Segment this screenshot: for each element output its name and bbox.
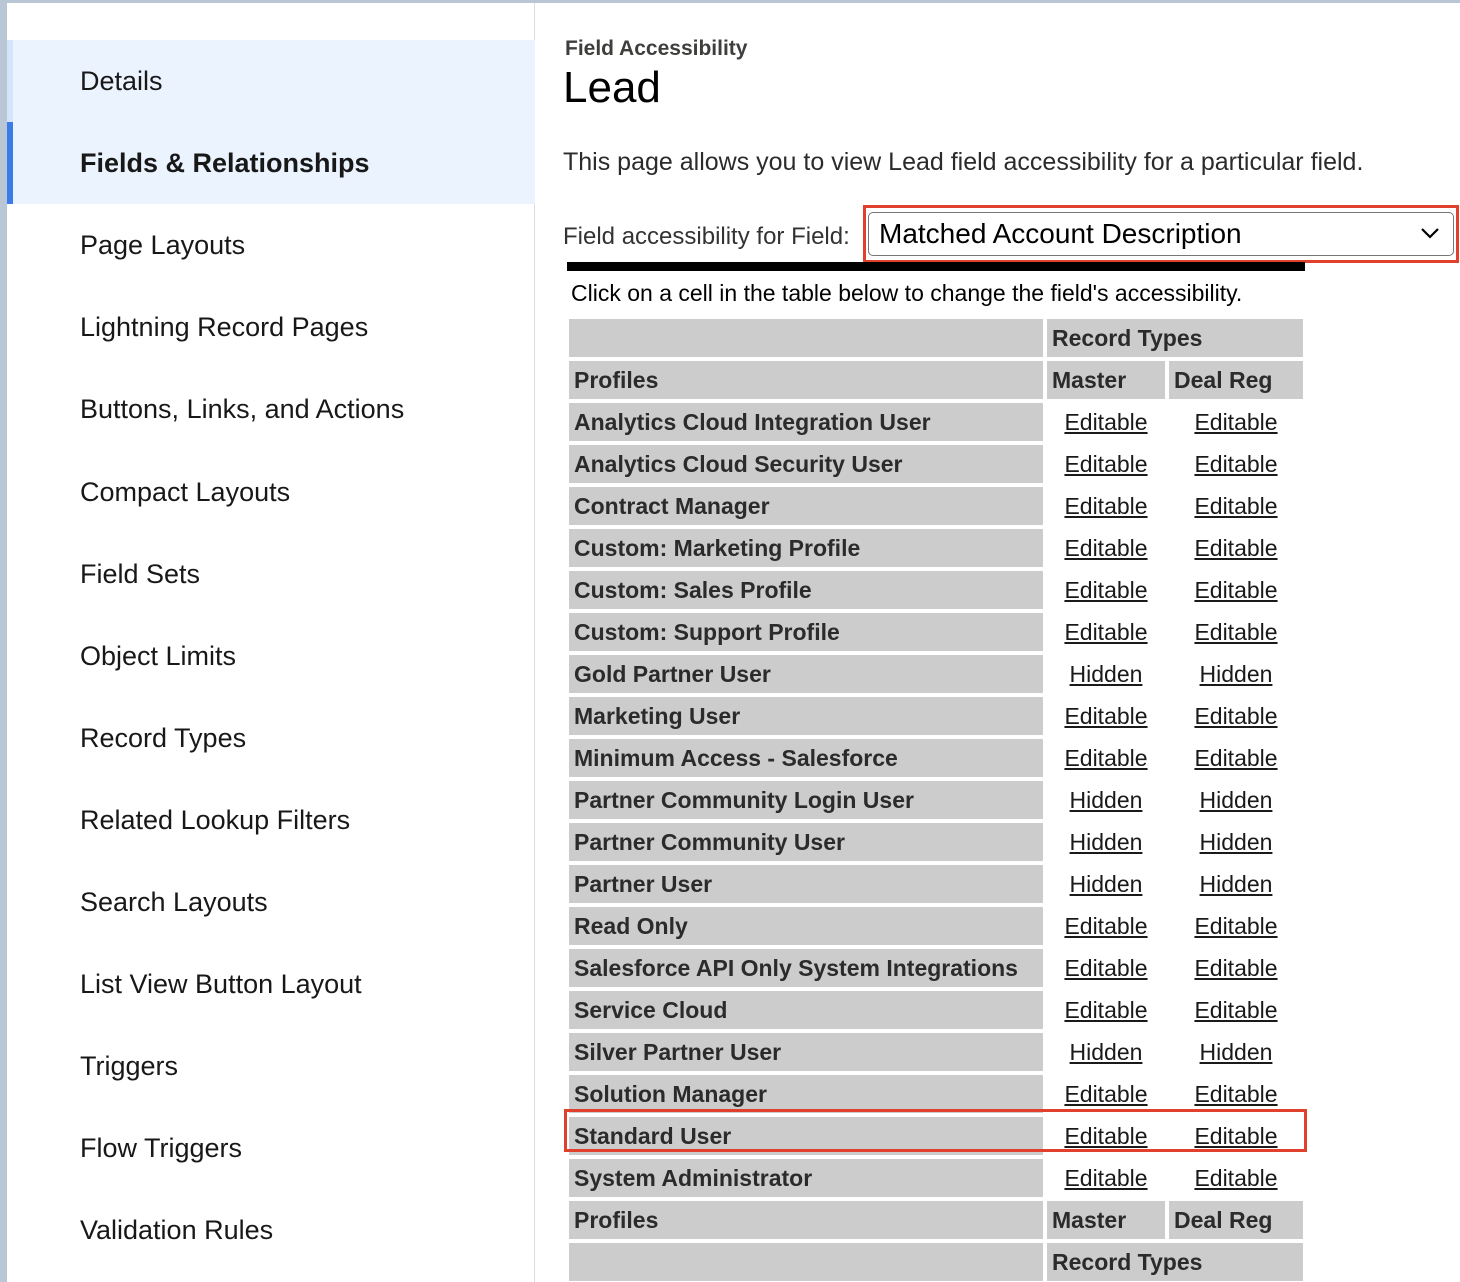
- deal-reg-access-cell: [1169, 865, 1303, 903]
- master-access-cell: [1047, 445, 1165, 483]
- profile-name: Solution Manager: [569, 1075, 1043, 1113]
- deal-reg-access-link[interactable]: Editable: [1194, 954, 1278, 981]
- table-row: [569, 739, 1303, 777]
- sidebar-item-label: Lightning Record Pages: [80, 311, 369, 342]
- deal-reg-access-cell: [1169, 1033, 1303, 1071]
- master-access-link[interactable]: Editable: [1064, 996, 1148, 1023]
- footer-blank-cell: [569, 1243, 1043, 1281]
- sidebar-item-list-view-button-layout[interactable]: [7, 943, 535, 1025]
- deal-reg-access-link[interactable]: Editable: [1194, 576, 1278, 603]
- sidebar-item-compact-layouts[interactable]: [7, 451, 535, 533]
- deal-reg-access-cell: [1169, 739, 1303, 777]
- master-access-cell: [1047, 1075, 1165, 1113]
- profile-name: Read Only: [569, 907, 1043, 945]
- sidebar-item-label: Buttons, Links, and Actions: [80, 393, 405, 424]
- deal-reg-access-cell: [1169, 445, 1303, 483]
- deal-reg-access-link[interactable]: Hidden: [1199, 660, 1273, 687]
- master-access-cell: [1047, 655, 1165, 693]
- profile-name: Partner Community User: [569, 823, 1043, 861]
- deal-reg-access-link[interactable]: Hidden: [1199, 786, 1273, 813]
- master-access-cell: [1047, 529, 1165, 567]
- sidebar-item-validation-rules[interactable]: [7, 1189, 535, 1271]
- field-accessibility-table: [565, 315, 1307, 1282]
- sidebar-item-page-layouts[interactable]: [7, 204, 535, 286]
- table-row: [569, 1033, 1303, 1071]
- table-row: [569, 781, 1303, 819]
- master-access-link[interactable]: Editable: [1064, 450, 1148, 477]
- table-top-rule: [567, 262, 1305, 271]
- master-access-cell: [1047, 1033, 1165, 1071]
- header-blank-cell: [569, 319, 1043, 357]
- deal-reg-access-link[interactable]: Editable: [1194, 1164, 1278, 1191]
- sidebar-item-label: Page Layouts: [80, 229, 246, 260]
- master-access-cell: [1047, 1159, 1165, 1197]
- master-access-cell: [1047, 907, 1165, 945]
- sidebar-item-search-layouts[interactable]: [7, 861, 535, 943]
- deal-reg-footer: Deal Reg: [1169, 1201, 1303, 1239]
- sidebar-item-label: Flow Triggers: [80, 1132, 243, 1163]
- main-content: [536, 3, 1460, 1282]
- sidebar-item-lightning-record-pages[interactable]: [7, 286, 535, 368]
- deal-reg-access-cell: [1169, 823, 1303, 861]
- object-manager-sidebar: [7, 3, 535, 1282]
- sidebar-item-label: Fields & Relationships: [80, 147, 370, 178]
- page-title: Lead: [563, 63, 661, 112]
- table-footer-row: [569, 1243, 1303, 1281]
- table-row: [569, 1075, 1303, 1113]
- window-left-edge: [0, 0, 7, 1282]
- master-access-cell: [1047, 697, 1165, 735]
- deal-reg-access-link[interactable]: Editable: [1194, 1080, 1278, 1107]
- profile-name: Salesforce API Only System Integrations: [569, 949, 1043, 987]
- sidebar-item-object-limits[interactable]: [7, 615, 535, 697]
- master-access-link[interactable]: Hidden: [1069, 660, 1143, 687]
- master-access-cell: [1047, 571, 1165, 609]
- deal-reg-access-cell: [1169, 697, 1303, 735]
- deal-reg-access-cell: [1169, 529, 1303, 567]
- deal-reg-access-cell: [1169, 487, 1303, 525]
- table-row: [569, 907, 1303, 945]
- sidebar-item-label: Compact Layouts: [80, 476, 291, 507]
- deal-reg-access-link[interactable]: Editable: [1194, 912, 1278, 939]
- deal-reg-access-link[interactable]: Editable: [1194, 618, 1278, 645]
- table-header-row: [569, 319, 1303, 357]
- deal-reg-access-cell: [1169, 403, 1303, 441]
- table-instructions: Click on a cell in the table below to change the field's accessibility.: [571, 280, 1243, 306]
- master-access-link[interactable]: Editable: [1064, 1080, 1148, 1107]
- profile-name: Analytics Cloud Security User: [569, 445, 1043, 483]
- sidebar-item-details[interactable]: [7, 40, 535, 122]
- table-row: [569, 529, 1303, 567]
- deal-reg-header: Deal Reg: [1169, 361, 1303, 399]
- table-header-row: [569, 361, 1303, 399]
- master-access-cell: [1047, 991, 1165, 1029]
- chevron-down-icon: [1419, 222, 1441, 244]
- field-select-value: Matched Account Description: [879, 218, 1242, 249]
- table-row: [569, 613, 1303, 651]
- master-access-link[interactable]: Hidden: [1069, 1038, 1143, 1065]
- table-row: [569, 655, 1303, 693]
- sidebar-item-label: Details: [80, 65, 163, 96]
- master-header: Master: [1047, 361, 1165, 399]
- table-row: [569, 949, 1303, 987]
- master-access-cell: [1047, 487, 1165, 525]
- profile-name: Silver Partner User: [569, 1033, 1043, 1071]
- profile-name: Service Cloud: [569, 991, 1043, 1029]
- profile-name: Custom: Marketing Profile: [569, 529, 1043, 567]
- deal-reg-access-cell: [1169, 655, 1303, 693]
- deal-reg-access-link[interactable]: Hidden: [1199, 1038, 1273, 1065]
- table-row: [569, 1117, 1303, 1155]
- master-access-cell: [1047, 823, 1165, 861]
- master-access-link[interactable]: Editable: [1064, 1122, 1148, 1149]
- master-access-link[interactable]: Editable: [1064, 744, 1148, 771]
- page-eyebrow: Field Accessibility: [565, 37, 748, 60]
- master-access-link[interactable]: Editable: [1064, 912, 1148, 939]
- sidebar-item-label: Search Layouts: [80, 886, 268, 917]
- master-access-cell: [1047, 1117, 1165, 1155]
- sidebar-item-label: Triggers: [80, 1050, 179, 1081]
- master-access-link[interactable]: Hidden: [1069, 828, 1143, 855]
- deal-reg-access-link[interactable]: Editable: [1194, 1122, 1278, 1149]
- profile-name: Gold Partner User: [569, 655, 1043, 693]
- deal-reg-access-link[interactable]: Hidden: [1199, 870, 1273, 897]
- deal-reg-access-link[interactable]: Editable: [1194, 996, 1278, 1023]
- profile-name: Minimum Access - Salesforce: [569, 739, 1043, 777]
- table-row: [569, 1159, 1303, 1197]
- master-footer: Master: [1047, 1201, 1165, 1239]
- table-row: [569, 865, 1303, 903]
- master-access-cell: [1047, 613, 1165, 651]
- sidebar-item-buttons-links-actions[interactable]: [7, 368, 535, 450]
- table-row: [569, 823, 1303, 861]
- table-row: [569, 445, 1303, 483]
- master-access-link[interactable]: Editable: [1064, 534, 1148, 561]
- sidebar-item-label: Record Types: [80, 722, 247, 753]
- master-access-link[interactable]: Hidden: [1069, 786, 1143, 813]
- table-row: [569, 697, 1303, 735]
- deal-reg-access-link[interactable]: Editable: [1194, 450, 1278, 477]
- master-access-cell: [1047, 403, 1165, 441]
- profile-name: Contract Manager: [569, 487, 1043, 525]
- profile-name: Partner User: [569, 865, 1043, 903]
- master-access-link[interactable]: Editable: [1064, 408, 1148, 435]
- selected-indicator: [7, 122, 13, 204]
- profile-name: System Administrator: [569, 1159, 1043, 1197]
- deal-reg-access-link[interactable]: Editable: [1194, 408, 1278, 435]
- master-access-link[interactable]: Editable: [1064, 702, 1148, 729]
- deal-reg-access-cell: [1169, 991, 1303, 1029]
- master-access-link[interactable]: Editable: [1064, 954, 1148, 981]
- sidebar-item-record-types[interactable]: [7, 697, 535, 779]
- deal-reg-access-cell: [1169, 1075, 1303, 1113]
- record-types-footer: Record Types: [1047, 1243, 1303, 1281]
- sidebar-item-label: Validation Rules: [80, 1214, 274, 1245]
- profile-name: Analytics Cloud Integration User: [569, 403, 1043, 441]
- table-row: [569, 571, 1303, 609]
- deal-reg-access-cell: [1169, 613, 1303, 651]
- master-access-cell: [1047, 739, 1165, 777]
- deal-reg-access-link[interactable]: Editable: [1194, 702, 1278, 729]
- sidebar-item-related-lookup-filters[interactable]: [7, 779, 535, 861]
- profiles-header: Profiles: [569, 361, 1043, 399]
- deal-reg-access-cell: [1169, 781, 1303, 819]
- master-access-cell: [1047, 949, 1165, 987]
- master-access-cell: [1047, 865, 1165, 903]
- sidebar-item-label: Field Sets: [80, 558, 201, 589]
- field-select[interactable]: [868, 212, 1454, 256]
- deal-reg-access-link[interactable]: Editable: [1194, 744, 1278, 771]
- master-access-link[interactable]: Editable: [1064, 576, 1148, 603]
- record-types-header: Record Types: [1047, 319, 1303, 357]
- profile-name: Standard User: [569, 1117, 1043, 1155]
- master-access-link[interactable]: Hidden: [1069, 870, 1143, 897]
- sidebar-item-triggers[interactable]: [7, 1025, 535, 1107]
- profile-name: Partner Community Login User: [569, 781, 1043, 819]
- sidebar-item-flow-triggers[interactable]: [7, 1107, 535, 1189]
- master-access-link[interactable]: Editable: [1064, 618, 1148, 645]
- profile-name: Custom: Support Profile: [569, 613, 1043, 651]
- deal-reg-access-cell: [1169, 907, 1303, 945]
- deal-reg-access-cell: [1169, 571, 1303, 609]
- deal-reg-access-link[interactable]: Hidden: [1199, 828, 1273, 855]
- profile-name: Custom: Sales Profile: [569, 571, 1043, 609]
- master-access-cell: [1047, 781, 1165, 819]
- deal-reg-access-cell: [1169, 1159, 1303, 1197]
- sidebar-item-fields-relationships[interactable]: [7, 122, 535, 204]
- sidebar-item-label: Related Lookup Filters: [80, 804, 351, 835]
- deal-reg-access-link[interactable]: Editable: [1194, 534, 1278, 561]
- sidebar-item-field-sets[interactable]: [7, 533, 535, 615]
- table-footer-row: [569, 1201, 1303, 1239]
- active-indicator: [7, 40, 13, 122]
- table-row: [569, 991, 1303, 1029]
- master-access-link[interactable]: Editable: [1064, 492, 1148, 519]
- profiles-footer: Profiles: [569, 1201, 1043, 1239]
- sidebar-item-label: Object Limits: [80, 640, 237, 671]
- deal-reg-access-link[interactable]: Editable: [1194, 492, 1278, 519]
- page-description: This page allows you to view Lead field accessibility for a particular field.: [563, 148, 1364, 176]
- profile-name: Marketing User: [569, 697, 1043, 735]
- sidebar-item-label: List View Button Layout: [80, 968, 362, 999]
- table-row: [569, 403, 1303, 441]
- field-select-label: Field accessibility for Field:: [563, 223, 850, 250]
- deal-reg-access-cell: [1169, 1117, 1303, 1155]
- deal-reg-access-cell: [1169, 949, 1303, 987]
- master-access-link[interactable]: Editable: [1064, 1164, 1148, 1191]
- table-row: [569, 487, 1303, 525]
